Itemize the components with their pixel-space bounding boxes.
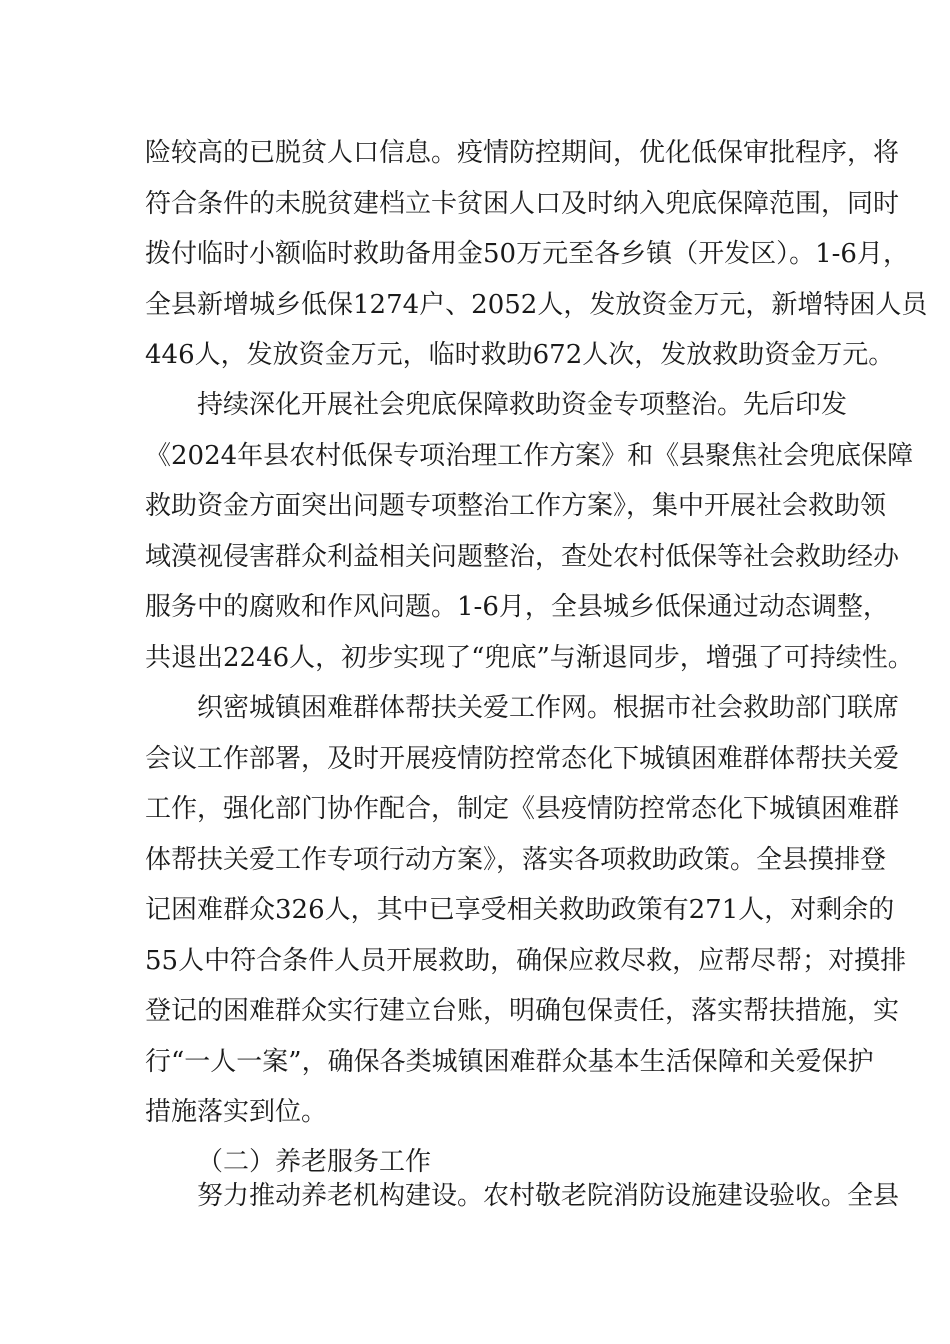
text-line: 全县新增城乡低保1274户、2052人，发放资金万元，新增特困人员 [145,289,928,320]
text-line: 努力推动养老机构建设。农村敬老院消防设施建设验收。全县 [197,1181,900,1211]
text-line: 446人，发放资金万元，临时救助672人次，发放救助资金万元。 [145,340,895,370]
text-line: 织密城镇困难群体帮扶关爱工作网。根据市社会救助部门联席 [197,693,900,723]
text-line: 记困难群众326人，其中已享受相关救助政策有271人，对剩余的 [145,895,895,925]
text-line: 登记的困难群众实行建立台账，明确包保责任，落实帮扶措施，实 [145,996,900,1026]
text-line: 救助资金方面突出问题专项整治工作方案》，集中开展社会救助领 [145,491,887,521]
text-line: 拨付临时小额临时救助备用金50万元至各乡镇（开发区）。1-6月， [145,239,909,269]
paragraph-special-rectification [145,380,914,683]
text-line: 服务中的腐败和作风问题。1-6月，全县城乡低保通过动态调整， [145,592,889,622]
text-line: 行“一人一案”，确保各类城镇困难群众基本生活保障和关爱保护 [145,1046,874,1077]
text-line: 55人中符合条件人员开展救助，确保应救尽救，应帮尽帮；对摸排 [145,945,907,976]
paragraph-urban-assistance [145,683,907,1138]
text-line: 体帮扶关爱工作专项行动方案》，落实各项救助政策。全县摸排登 [145,844,887,875]
text-line: 会议工作部署，及时开展疫情防控常态化下城镇困难群体帮扶关爱 [145,743,900,774]
text-line: 《2024年县农村低保专项治理工作方案》和《县聚焦社会兜底保障 [145,440,914,471]
text-line: 共退出2246人，初步实现了“兜底”与渐退同步，增强了可持续性。 [145,642,914,673]
text-line: 符合条件的未脱贫建档立卡贫困人口及时纳入兜底保障范围，同时 [145,188,900,219]
text-line: 域漠视侵害群众利益相关问题整治，查处农村低保等社会救助经办 [145,541,900,572]
text-line: 险较高的已脱贫人口信息。疫情防控期间，优化低保审批程序，将 [145,138,900,168]
paragraph-relief-stats [145,128,928,381]
text-line: 持续深化开展社会兜底保障救助资金专项整治。先后印发 [197,390,848,420]
text-line: 措施落实到位。 [145,1097,328,1127]
paragraph-elderly-institutions [145,1171,900,1222]
text-line: 工作，强化部门协作配合，制定《县疫情防控常态化下城镇困难群 [145,794,900,824]
text-line: （二）养老服务工作 [197,1147,432,1177]
